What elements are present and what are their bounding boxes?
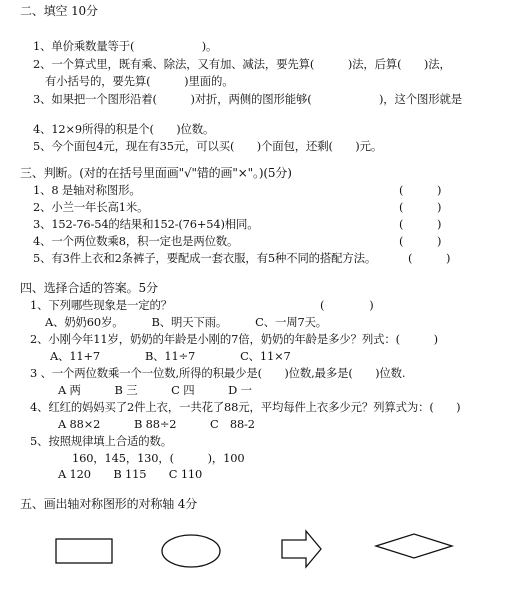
rhombus-shape[interactable] bbox=[370, 530, 460, 564]
question-2-2-line1: 2、一个算式里，既有乘、除法，又有加、减法，要先算( )法，后算( )法， bbox=[33, 57, 451, 71]
judge-item-3: 3、152-76-54的结果和152-(76+54)相同。 bbox=[33, 217, 259, 231]
rectangle-shape[interactable] bbox=[50, 534, 120, 568]
judge-item-5: 5、有3件上衣和2条裤子，要配成一套衣服，有5种不同的搭配方法。 bbox=[33, 251, 377, 265]
sequence-text: 160，145，130，( )，100 bbox=[72, 451, 245, 465]
choice-question-5: 5、按照规律填上合适的数。 bbox=[30, 434, 172, 448]
section-5-title: 五、画出轴对称图形的对称轴 4分 bbox=[20, 497, 198, 511]
judge-paren-3[interactable]: ( ) bbox=[399, 217, 442, 231]
choice-question-2: 2、小刚今年11岁，奶奶的年龄是小刚的7倍，奶奶的年龄是多少？列式：( ) bbox=[30, 332, 438, 346]
question-2-3: 3、如果把一个图形沿着( )对折，两侧的图形能够( )，这个图形就是 bbox=[33, 92, 462, 106]
choice-question-1: 1、下列哪些现象是一定的？ bbox=[30, 298, 172, 312]
choice-options-3: A 两 B 三 C 四 D 一 bbox=[58, 383, 252, 397]
judge-paren-4[interactable]: ( ) bbox=[399, 234, 442, 248]
judge-item-2: 2、小兰一年长高1米。 bbox=[33, 200, 149, 214]
question-2-1: 1、单价乘数量等于( )。 bbox=[33, 39, 218, 53]
question-2-2-line2: 有小括号的，要先算( )里面的。 bbox=[45, 74, 234, 88]
question-2-5: 5、今个面包4元，现在有35元，可以买( )个面包，还剩( )元。 bbox=[33, 139, 383, 153]
section-2-title: 二、填空 10分 bbox=[20, 4, 98, 18]
choice-question-3: 3 、一个两位数乘一个一位数,所得的积最少是( )位数,最多是( )位数. bbox=[30, 366, 406, 380]
judge-item-1: 1、8 是轴对称图形。 bbox=[33, 183, 141, 197]
section-4-title: 四、选择合适的答案。5分 bbox=[20, 281, 158, 295]
judge-paren-2[interactable]: ( ) bbox=[399, 200, 442, 214]
choice-question-4: 4、红红的妈妈买了2件上衣，一共花了88元，平均每件上衣多少元？列算式为：( ) bbox=[30, 400, 461, 414]
choice-options-1: A、奶奶60岁。 B、明天下雨。 C、一周7天。 bbox=[45, 315, 328, 329]
choice-paren-1[interactable]: ( ) bbox=[320, 298, 374, 312]
choice-options-4: A 88×2 B 88÷2 C 88-2 bbox=[58, 417, 255, 431]
choice-options-5: A 120 B 115 C 110 bbox=[58, 467, 203, 481]
judge-paren-1[interactable]: ( ) bbox=[399, 183, 442, 197]
judge-paren-5[interactable]: ( ) bbox=[408, 251, 451, 265]
judge-item-4: 4、一个两位数乘8，积一定也是两位数。 bbox=[33, 234, 239, 248]
arrow-shape[interactable] bbox=[276, 526, 328, 572]
choice-options-2: A、11+7 B、11÷7 C、11×7 bbox=[50, 349, 291, 363]
question-2-4: 4、12×9所得的积是个( )位数。 bbox=[33, 122, 215, 136]
ellipse-shape[interactable] bbox=[155, 530, 227, 572]
section-3-title: 三、判断。(对的在括号里面画"√"错的画"×"。)(5分) bbox=[20, 166, 292, 180]
